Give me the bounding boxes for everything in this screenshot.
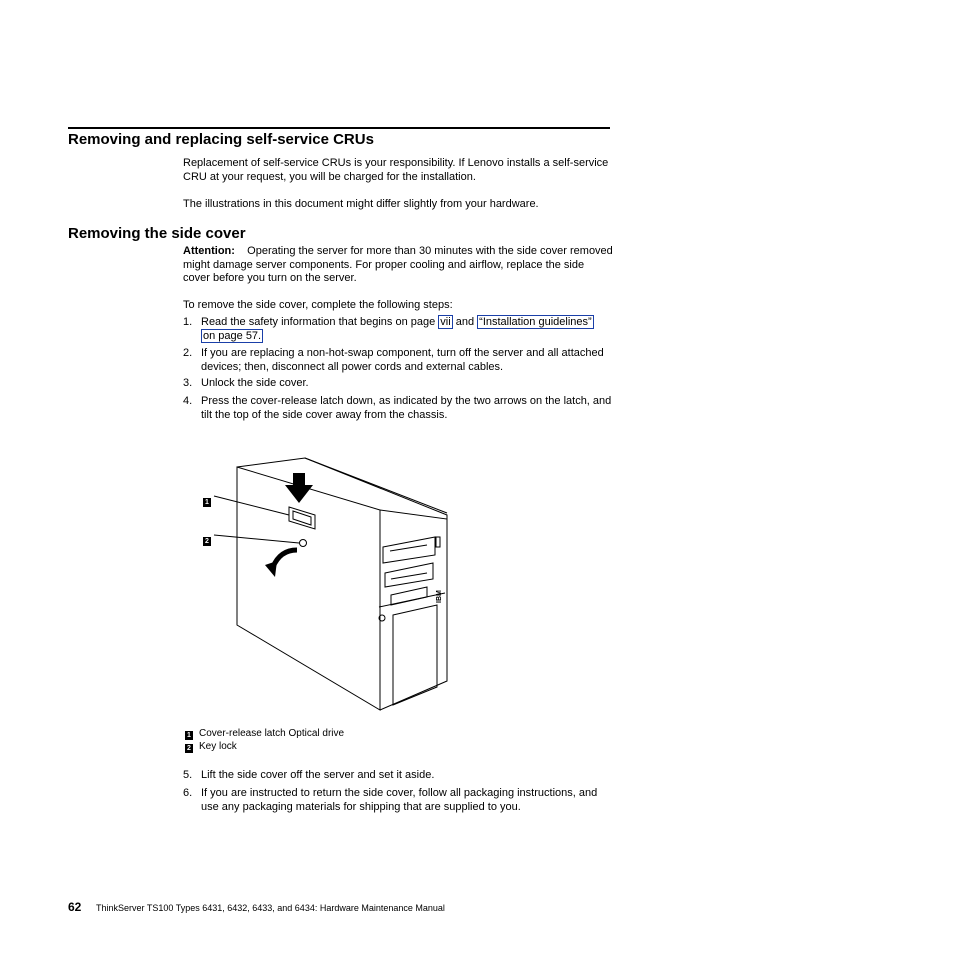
step-3-number: 3.: [183, 377, 193, 389]
page-number: 62: [68, 900, 82, 914]
step-2-number: 2.: [183, 347, 193, 359]
step-1-number: 1.: [183, 316, 193, 328]
step-4-number: 4.: [183, 395, 193, 407]
steps-intro: To remove the side cover, complete the following steps:: [183, 299, 453, 311]
brand-logo: IBM: [436, 590, 443, 603]
step-1-middle: and: [455, 316, 475, 328]
step-3-text: Unlock the side cover.: [201, 377, 309, 389]
legend-row-1: 1 Cover-release latch Optical drive: [185, 728, 344, 740]
footer-title: ThinkServer TS100 Types 6431, 6432, 6433, and 6434: Hardware Maintenance Manual: [96, 903, 445, 913]
figure-callout-1: 1: [203, 491, 211, 509]
crus-paragraph: Replacement of self-service CRUs is your responsibility. If Lenovo installs a self-service CRU at your request, you will be charged for the installation.: [183, 157, 609, 183]
section-heading-crus: Removing and replacing self-service CRUs: [68, 131, 374, 148]
step-5-number: 5.: [183, 769, 193, 781]
illustration-note: The illustrations in this document might differ slightly from your hardware.: [183, 198, 539, 210]
legend-text-1: Cover-release latch Optical drive: [199, 728, 345, 739]
step-4-text: Press the cover-release latch down, as indicated by the two arrows on the latch, and tilt the top of the side cover away from the chassis.: [201, 395, 612, 421]
step-6-text: If you are instructed to return the side cover, follow all packaging instructions, and use any packaging materials for shipping that are supplied to you.: [201, 787, 598, 813]
attention-paragraph: [183, 245, 613, 286]
server-side-cover-illustration: [205, 455, 465, 715]
attention-label: Attention:: [183, 245, 235, 257]
step-1-text: [201, 316, 613, 343]
step-6-number: 6.: [183, 787, 193, 799]
section-heading-side-cover: Removing the side cover: [68, 225, 246, 242]
attention-text: Operating the server for more than 30 minutes with the side cover removed might damage server components. For proper cooling and airflow, replace the side cover before you turn on the server.: [183, 245, 613, 284]
section-rule: [68, 127, 610, 129]
figure-callout-2: 2: [203, 530, 211, 548]
link-installation-guidelines-page[interactable]: on page 57.: [203, 329, 262, 342]
legend-text-2: Key lock: [199, 741, 237, 752]
legend-row-2: 2 Key lock: [185, 741, 237, 753]
step-5-text: Lift the side cover off the server and set it aside.: [201, 769, 435, 781]
step-2-text: If you are replacing a non-hot-swap component, turn off the server and all attached devices; then, disconnect all power cords and external cables.: [201, 347, 604, 373]
step-1-before: Read the safety information that begins on page: [201, 316, 436, 328]
link-page-vii[interactable]: vii: [440, 316, 451, 328]
link-installation-guidelines[interactable]: “Installation guidelines”: [479, 316, 592, 328]
